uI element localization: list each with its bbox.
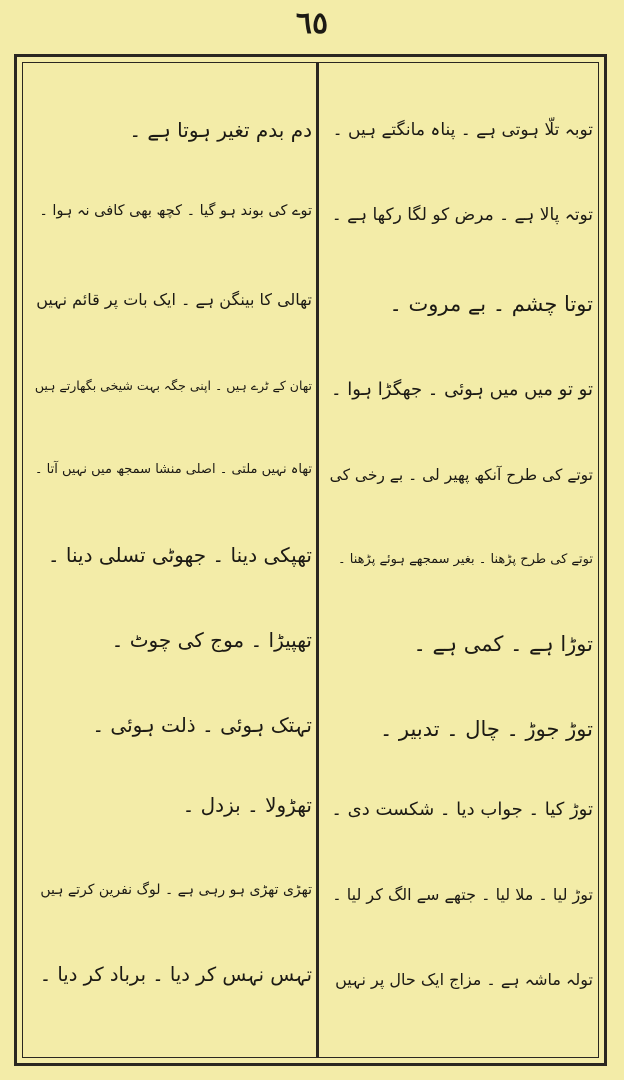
idiom-entry: توبہ تلّا ہوتی ہے ۔ پناہ مانگتے ہیں ۔ <box>332 119 593 140</box>
idiom-entry: تھپکی دینا ۔ جھوٹی تسلی دینا ۔ <box>47 543 312 567</box>
right-column <box>325 70 593 1050</box>
idiom-entry: تھاہ نہیں ملتی ۔ اصلی منشا سمجھ میں نہیں آتا ۔ <box>34 462 312 478</box>
idiom-entry: توتے کی طرح آنکھ پھیر لی ۔ بے رخی کی <box>329 465 593 484</box>
column-divider <box>316 62 319 1058</box>
idiom-entry: تہس نہس کر دیا ۔ برباد کر دیا ۔ <box>39 963 312 987</box>
idiom-entry: توتے کی طرح پڑھنا ۔ بغیر سمجھے ہوئے پڑھنا ۔ <box>338 552 593 568</box>
idiom-entry: تھڑولا ۔ بزدل ۔ <box>182 793 312 817</box>
idiom-entry: توے کی بوند ہو گیا ۔ کچھ بھی کافی نہ ہوا ۔ <box>39 203 312 220</box>
idiom-entry: تولہ ماشہ ہے ۔ مزاج ایک حال پر نہیں <box>335 970 593 990</box>
idiom-entry: توڑا ہے ۔ کمی ہے ۔ <box>413 632 593 657</box>
idiom-entry: توتہ پالا ہے ۔ مرض کو لگا رکھا ہے ۔ <box>331 204 593 225</box>
idiom-entry: دم بدم تغیر ہوتا ہے ۔ <box>129 118 312 142</box>
idiom-entry: توڑ لیا ۔ ملا لیا ۔ جتھے سے الگ کر لیا ۔ <box>332 885 593 905</box>
left-column <box>30 70 312 1050</box>
page-number: ٦٥ <box>295 6 329 41</box>
idiom-entry: توڑ جوڑ ۔ چال ۔ تدبیر ۔ <box>379 717 593 742</box>
idiom-entry: تھان کے ٹرے ہیں ۔ اپنی جگہ بہت شیخی بگھارتے ہیں <box>34 377 312 393</box>
idiom-entry: توڑ کیا ۔ جواب دیا ۔ شکست دی ۔ <box>331 799 593 821</box>
idiom-entry: تھپیڑا ۔ موج کی چوٹ ۔ <box>111 628 312 652</box>
idiom-entry: توتا چشم ۔ بے مروت ۔ <box>389 292 593 317</box>
idiom-entry: تھڑی تھڑی ہو رہی ہے ۔ لوگ نفرین کرتے ہیں <box>40 881 312 898</box>
idiom-entry: تہتک ہوئی ۔ ذلت ہوئی ۔ <box>92 713 312 737</box>
idiom-entry: تو تو میں میں ہوئی ۔ جھگڑا ہوا ۔ <box>330 379 593 401</box>
idiom-entry: تھالی کا بینگن ہے ۔ ایک بات پر قائم نہیں <box>36 290 312 310</box>
